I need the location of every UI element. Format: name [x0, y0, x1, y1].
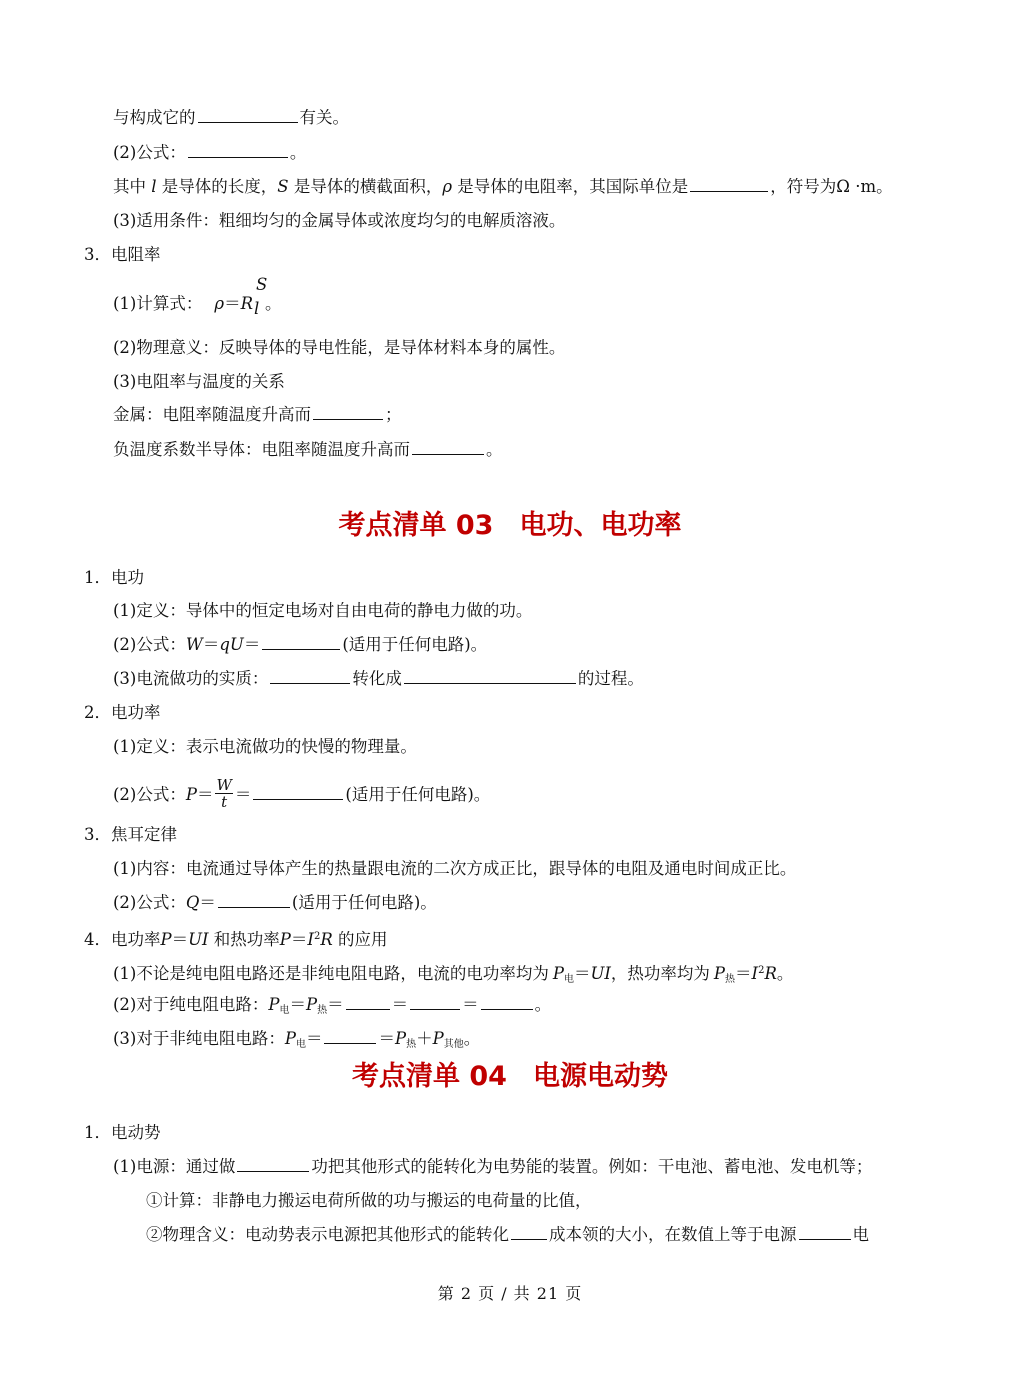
subscript: 电 [279, 1005, 290, 1016]
joule-heading: 3．焦耳定律 [84, 825, 177, 844]
emf-heading: 1．电动势 [84, 1123, 161, 1142]
var-P: P [284, 1029, 296, 1048]
blank [313, 405, 383, 420]
text: ＝ [289, 995, 306, 1014]
text: (适用于任何电路)。 [345, 785, 491, 804]
text: ＝ [573, 964, 591, 983]
blank [218, 893, 290, 908]
var-S: S [256, 275, 268, 294]
text: ＝ [327, 995, 344, 1014]
var-S: S [277, 177, 289, 196]
text: ②物理含义：电动势表示电源把其他形式的能转化 [146, 1225, 509, 1244]
text: (2)公式： [113, 785, 186, 804]
text: ＝ [735, 964, 752, 983]
blank [270, 669, 350, 684]
text: 的应用 [338, 930, 388, 949]
text: 是导体的长度， [161, 177, 278, 196]
text: (2)公式： [113, 143, 186, 162]
var-I: I [751, 964, 759, 983]
var-t: t [221, 793, 228, 811]
blank [690, 177, 768, 192]
text: 。 [289, 143, 307, 162]
superscript: 2 [313, 931, 321, 942]
text: 是导体的横截面积， [293, 177, 443, 196]
text: (1)计算式： [113, 294, 203, 313]
title-part: 考点清单 04 [352, 1061, 507, 1092]
text: 电 [852, 1225, 869, 1244]
intro-line-3 [113, 177, 893, 197]
text: ＝ [391, 995, 409, 1014]
subscript: 热 [725, 974, 736, 985]
text: 和热功率 [213, 930, 280, 949]
blank [237, 1157, 309, 1172]
text: ＝ [202, 635, 220, 654]
var-UI: UI [590, 964, 611, 983]
text: ＝ [196, 785, 214, 804]
var-U: U [229, 635, 244, 654]
page-number: 第 2 页 / 共 21 页 [437, 1284, 583, 1303]
text: ＋ [416, 1029, 433, 1048]
blank [404, 669, 576, 684]
var-Q: Q [185, 893, 200, 912]
title-part: 考点清单 03 [338, 510, 494, 541]
text: (2)公式： [113, 893, 186, 912]
blank [188, 143, 288, 158]
var-q: q [219, 635, 230, 654]
text: ＝ [243, 635, 261, 654]
resistivity-heading: 3．电阻率 [84, 245, 161, 264]
text: 是导体的电阻率，其国际单位是 [457, 177, 689, 196]
text: (1)电源：通过做 [113, 1157, 236, 1176]
app-heading [84, 927, 388, 950]
text: 。 [534, 995, 552, 1014]
blank [511, 1225, 547, 1240]
text: (3)电流做功的实质： [113, 669, 269, 688]
var-P: P [394, 1029, 407, 1048]
app-line-3 [113, 1029, 480, 1055]
joule-formula [113, 893, 437, 913]
text: ＝ [224, 294, 241, 313]
subscript: 热 [317, 1005, 328, 1016]
section-3-title [0, 509, 1020, 543]
blank [198, 108, 298, 123]
fraction-S-over-l [253, 275, 271, 318]
intro-line-4: (3)适用条件：粗细均匀的金属导体或浓度均匀的电解质溶液。 [113, 211, 566, 230]
text: (2)公式： [113, 635, 186, 654]
text: ＝ [305, 1029, 323, 1048]
blank [346, 995, 390, 1010]
var-rho: ρ [214, 294, 225, 313]
text: 功把其他形式的能转化为电势能的装置。例如：干电池、蓄电池、发电机等； [311, 1157, 873, 1176]
intro-line-2 [113, 143, 306, 163]
text: ； [385, 405, 402, 424]
blank [799, 1225, 851, 1240]
var-R: R [320, 930, 333, 949]
text: (适用于任何电路)。 [291, 893, 437, 912]
var-I: I [307, 930, 314, 949]
power-formula [113, 776, 491, 812]
text: 4．电功率 [84, 930, 161, 949]
resistivity-meaning: (2)物理意义：反映导体的导电性能，是导体材料本身的属性。 [113, 338, 566, 357]
var-P: P [432, 1029, 444, 1048]
text: 。 [265, 294, 282, 313]
var-P: P [268, 995, 280, 1014]
title-part: 电源电动势 [532, 1061, 668, 1092]
intro-line-1 [113, 108, 349, 128]
text: 与构成它的 [113, 108, 196, 127]
var-P: P [713, 964, 726, 983]
var-P: P [279, 930, 291, 949]
emf-source [113, 1157, 872, 1177]
section-4-title [0, 1060, 1020, 1094]
text: ＝ [171, 930, 189, 949]
title-part: 电功、电功率 [519, 510, 682, 541]
text: 。 [463, 1029, 481, 1048]
var-W: W [185, 635, 203, 654]
blank [412, 440, 484, 455]
text: 负温度系数半导体：电阻率随温度升高而 [113, 440, 410, 459]
text: (适用于任何电路)。 [342, 635, 488, 654]
subscript: 热 [406, 1039, 417, 1050]
app-line-1 [113, 961, 793, 990]
text: ，热功率均为 [610, 964, 710, 983]
resistivity-metal [113, 405, 402, 425]
text: (3)对于非纯电阻电路： [113, 1029, 285, 1048]
text: 其中 [113, 177, 146, 196]
resistivity-semi [113, 440, 503, 460]
work-def: (1)定义：导体中的恒定电场对自由电荷的静电力做的功。 [113, 601, 533, 620]
var-P: P [305, 995, 318, 1014]
text: ，符号为Ω ·m。 [770, 177, 893, 196]
var-R: R [764, 964, 777, 983]
var-rho: ρ [442, 177, 453, 196]
text: ＝ [199, 893, 216, 912]
subscript: 电 [295, 1039, 306, 1050]
var-P: P [552, 964, 564, 983]
blank [262, 635, 340, 650]
text: 成本领的大小，在数值上等于电源 [549, 1225, 797, 1244]
text: ＝ [462, 995, 479, 1014]
resistivity-temp: (3)电阻率与温度的关系 [113, 372, 285, 391]
emf-meaning [146, 1225, 869, 1245]
emf-calc: ①计算：非静电力搬运电荷所做的功与搬运的电荷量的比值， [146, 1191, 592, 1210]
var-UI: UI [188, 930, 209, 949]
text: 有关。 [299, 108, 349, 127]
text: (1)不论是纯电阻电路还是非纯电阻电路，电流的电功率均为 [113, 964, 549, 983]
var-R: R [240, 294, 254, 313]
var-P: P [185, 785, 197, 804]
text: 金属：电阻率随温度升高而 [113, 405, 311, 424]
blank [324, 1029, 376, 1044]
work-formula [113, 635, 487, 655]
var-l: l [151, 177, 157, 196]
app-line-2 [113, 995, 551, 1021]
var-P: P [160, 930, 172, 949]
text: ＝ [290, 930, 308, 949]
fraction-W-over-t [215, 777, 232, 810]
blank [410, 995, 460, 1010]
resistivity-calc [113, 275, 282, 318]
blank [481, 995, 533, 1010]
subscript: 电 [563, 974, 574, 985]
blank [253, 785, 343, 800]
joule-content: (1)内容：电流通过导体产生的热量跟电流的二次方成正比，跟导体的电阻及通电时间成正比。 [113, 859, 797, 878]
text: 的过程。 [577, 669, 644, 688]
text: 转化成 [352, 669, 402, 688]
text: (2)对于纯电阻电路： [113, 995, 269, 1014]
text: ＝ [234, 785, 252, 804]
power-def: (1)定义：表示电流做功的快慢的物理量。 [113, 737, 417, 756]
subscript: 其他 [443, 1039, 464, 1050]
text: 。 [486, 440, 503, 459]
var-l: l [254, 299, 260, 318]
power-heading: 2．电功率 [84, 703, 161, 722]
work-essence [113, 669, 644, 689]
work-heading: 1．电功 [84, 568, 144, 587]
text: ＝ [378, 1029, 395, 1048]
var-W: W [216, 776, 232, 794]
text: 。 [776, 964, 794, 983]
superscript: 2 [758, 965, 765, 976]
